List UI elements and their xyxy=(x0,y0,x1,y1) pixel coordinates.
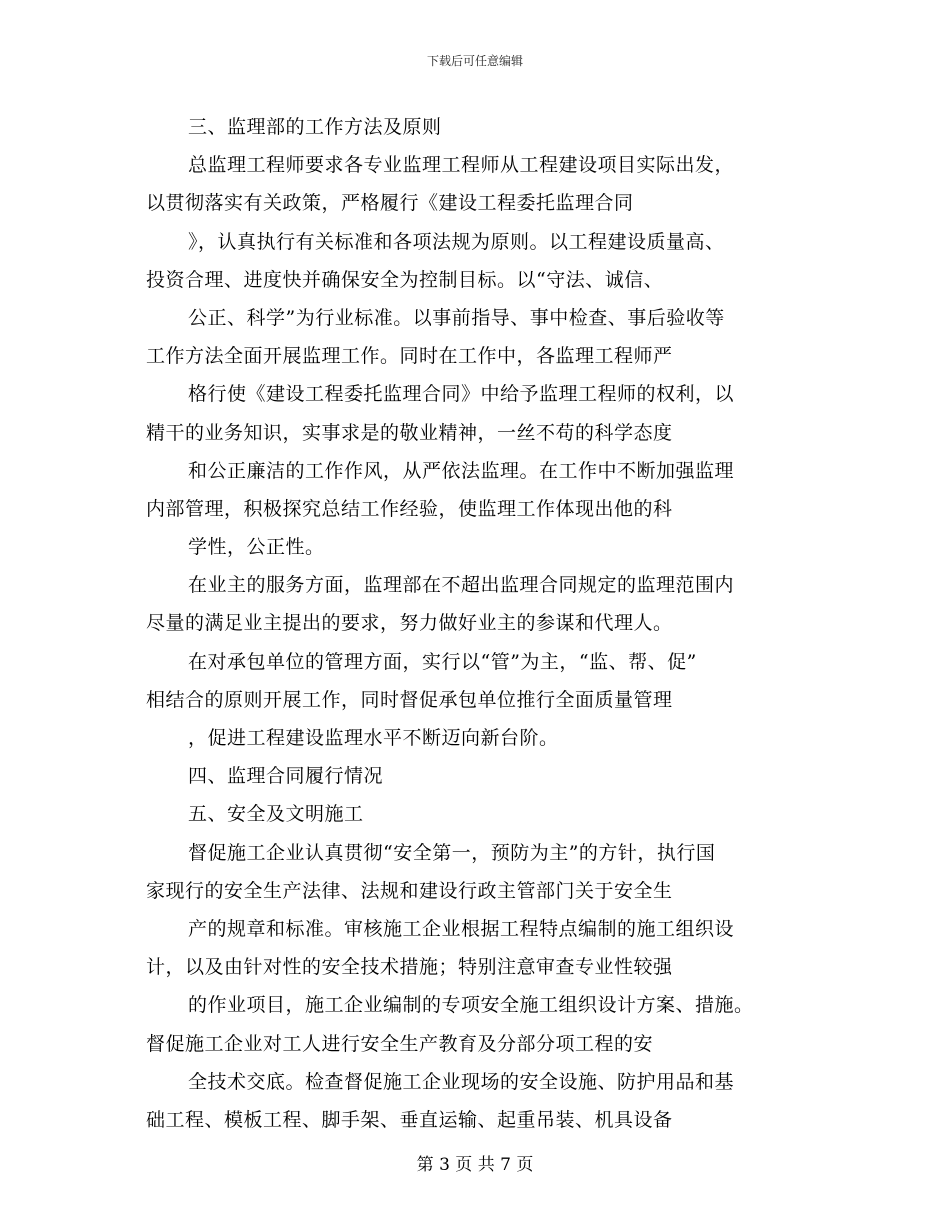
page-header-note: 下载后可任意编辑 xyxy=(426,54,523,68)
text-line: 总监理工程师要求各专业监理工程师从工程建设项目实际出发， xyxy=(188,154,735,177)
text-line: 尽量的满足业主提出的要求，努力做好业主的参谋和代理人。 xyxy=(146,612,673,635)
text-line: 四、监理合同履行情况 xyxy=(188,765,384,788)
text-line: 在业主的服务方面，监理部在不超出监理合同规定的监理范围内 xyxy=(188,574,735,597)
text-line: 计，以及由针对性的安全技术措施；特别注意审查专业性较强 xyxy=(146,956,673,979)
text-line: 相结合的原则开展工作，同时督促承包单位推行全面质量管理 xyxy=(146,688,673,711)
text-line: 础工程、模板工程、脚手架、垂直运输、起重吊装、机具设备 xyxy=(146,1108,673,1131)
text-line: 五、安全及文明施工 xyxy=(188,803,364,826)
text-line: 家现行的安全生产法律、法规和建设行政主管部门关于安全生 xyxy=(146,879,673,902)
text-line: 工作方法全面开展监理工作。同时在工作中，各监理工程师严 xyxy=(146,345,673,368)
document-body xyxy=(146,116,826,1147)
text-line: ，促进工程建设监理水平不断迈向新台阶。 xyxy=(188,727,559,749)
text-line: 公正、科学”为行业标准。以事前指导、事中检查、事后验收等 xyxy=(188,306,725,329)
text-line: 投资合理、进度快并确保安全为控制目标。以“守法、诚信、 xyxy=(146,268,664,291)
page-number-footer: 第 3 页 共 7 页 xyxy=(416,1155,534,1175)
text-line: 学性，公正性。 xyxy=(188,536,325,559)
text-line: 内部管理，积极探究总结工作经验，使监理工作体现出他的科 xyxy=(146,497,673,520)
text-line: 督促施工企业认真贯彻“安全第一，预防为主”的方针，执行国 xyxy=(188,841,716,864)
text-line: 在对承包单位的管理方面，实行以“管”为主，“监、帮、促” xyxy=(188,650,697,673)
text-line: 全技术交底。检查督促施工企业现场的安全设施、防护用品和基 xyxy=(188,1070,735,1093)
text-line: 和公正廉洁的工作作风，从严依法监理。在工作中不断加强监理 xyxy=(188,459,735,482)
text-line: 精干的业务知识，实事求是的敬业精神，一丝不苟的科学态度 xyxy=(146,421,673,444)
text-line: 的作业项目，施工企业编制的专项安全施工组织设计方案、措施。 xyxy=(188,994,754,1017)
text-line: 三、监理部的工作方法及原则 xyxy=(188,116,442,138)
text-line: 产的规章和标准。审核施工企业根据工程特点编制的施工组织设 xyxy=(188,917,735,940)
text-line: 督促施工企业对工人进行安全生产教育及分部分项工程的安 xyxy=(146,1032,654,1055)
text-line: 格行使《建设工程委托监理合同》中给予监理工程师的权利，以 xyxy=(188,383,735,406)
text-line: 以贯彻落实有关政策，严格履行《建设工程委托监理合同 xyxy=(146,192,634,215)
text-line: 》，认真执行有关标准和各项法规为原则。以工程建设质量高、 xyxy=(188,230,725,253)
